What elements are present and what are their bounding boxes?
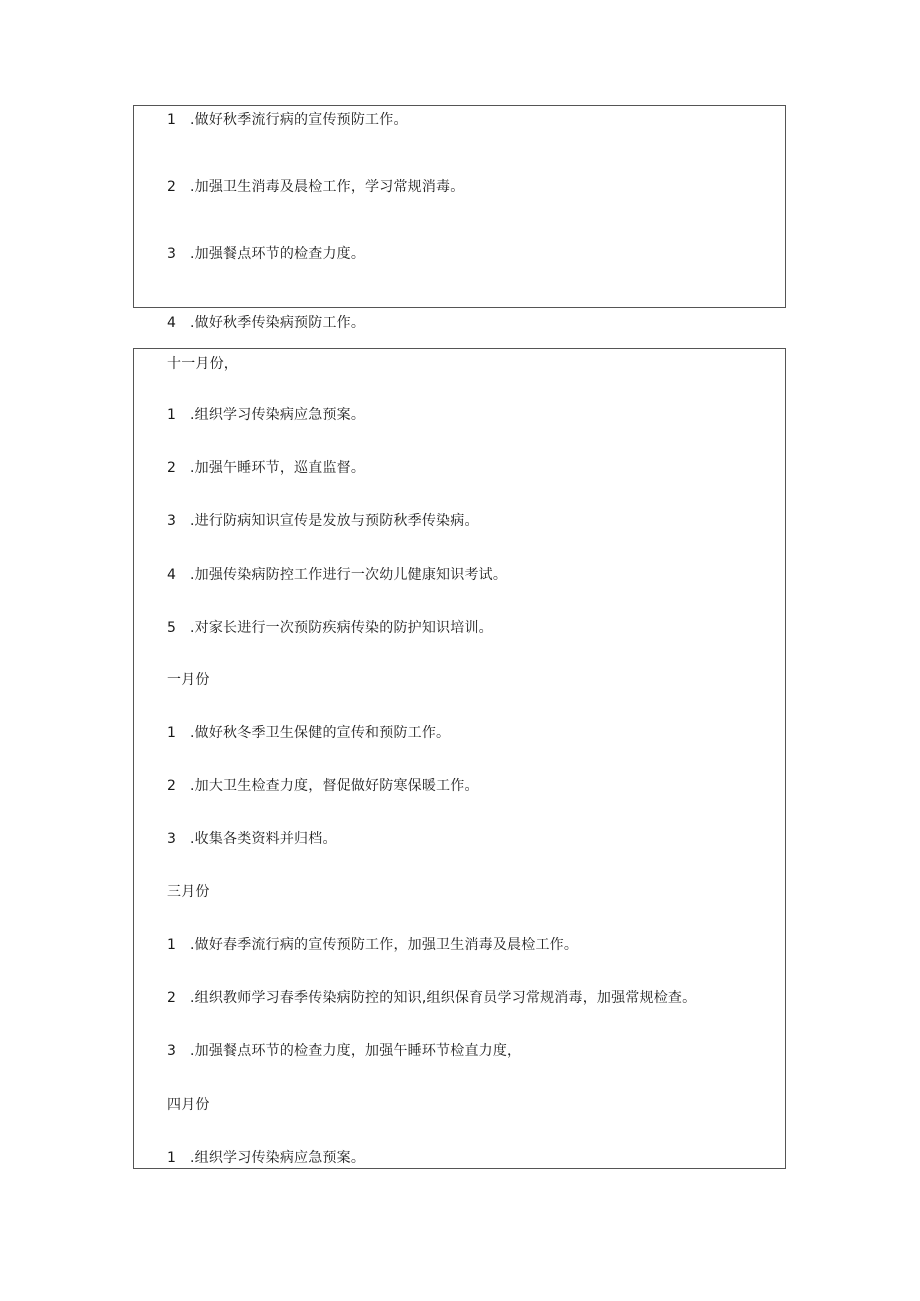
item-text: .加大卫生检查力度，督促做好防寒保暖工作。: [190, 778, 479, 794]
item-text: .加强餐点环节的检查力度。: [190, 246, 366, 262]
item-number: 3: [167, 513, 177, 529]
item-number: 1: [167, 937, 177, 953]
item-text: .加强餐点环节的检查力度，加强午睡环节检直力度，: [190, 1043, 522, 1059]
list-item: [167, 1148, 365, 1168]
list-item: [167, 935, 578, 955]
item-number: 3: [167, 831, 177, 847]
list-item: [167, 1041, 521, 1061]
list-item: [167, 110, 408, 130]
list-item: [167, 776, 479, 796]
list-item: [167, 177, 464, 197]
list-item: [167, 405, 365, 425]
item-text: .组织教师学习春季传染病防控的知识,组织保育员学习常规消毒，加强常规检查。: [190, 990, 697, 1006]
item-text: .加强午睡环节，巡直监督。: [190, 460, 366, 476]
item-number: 5: [167, 620, 177, 636]
section-heading-january: 一月份: [167, 672, 210, 688]
item-number: 4: [167, 315, 177, 331]
section-heading-march: 三月份: [167, 884, 210, 900]
item-text: .加强传染病防控工作进行一次幼儿健康知识考试。: [190, 567, 508, 583]
item-text: .对家长进行一次预防疾病传染的防护知识培训。: [190, 620, 493, 636]
item-number: 1: [167, 407, 177, 423]
table-box-1: [133, 105, 786, 308]
item-number: 1: [167, 725, 177, 741]
item-text: .进行防病知识宣传是发放与预防秋季传染病。: [190, 513, 479, 529]
item-text: .做好秋季流行病的宣传预防工作。: [190, 112, 408, 128]
item-text: .做好秋季传染病预防工作。: [190, 315, 366, 331]
list-item: [167, 565, 507, 585]
item-number: 1: [167, 1150, 177, 1166]
item-number: 2: [167, 460, 177, 476]
list-item: [167, 511, 479, 531]
list-item: [167, 723, 450, 743]
section-heading-april: 四月份: [167, 1097, 210, 1113]
list-item: [167, 829, 337, 849]
item-text: .做好秋冬季卫生保健的宣传和预防工作。: [190, 725, 451, 741]
list-item: [167, 988, 696, 1008]
list-item: [167, 313, 365, 333]
item-number: 3: [167, 246, 177, 262]
section-heading-november: 十一月份，: [167, 356, 238, 372]
list-item: [167, 618, 493, 638]
item-number: 2: [167, 778, 177, 794]
item-number: 2: [167, 990, 177, 1006]
item-text: .组织学习传染病应急预案。: [190, 1150, 366, 1166]
item-number: 4: [167, 567, 177, 583]
list-item: [167, 458, 365, 478]
list-item: [167, 244, 365, 264]
item-text: .做好春季流行病的宣传预防工作，加强卫生消毒及晨检工作。: [190, 937, 579, 953]
item-number: 1: [167, 112, 177, 128]
item-text: .组织学习传染病应急预案。: [190, 407, 366, 423]
item-number: 2: [167, 179, 177, 195]
item-text: .加强卫生消毒及晨检工作，学习常规消毒。: [190, 179, 465, 195]
item-number: 3: [167, 1043, 177, 1059]
item-text: .收集各类资料并归档。: [190, 831, 337, 847]
